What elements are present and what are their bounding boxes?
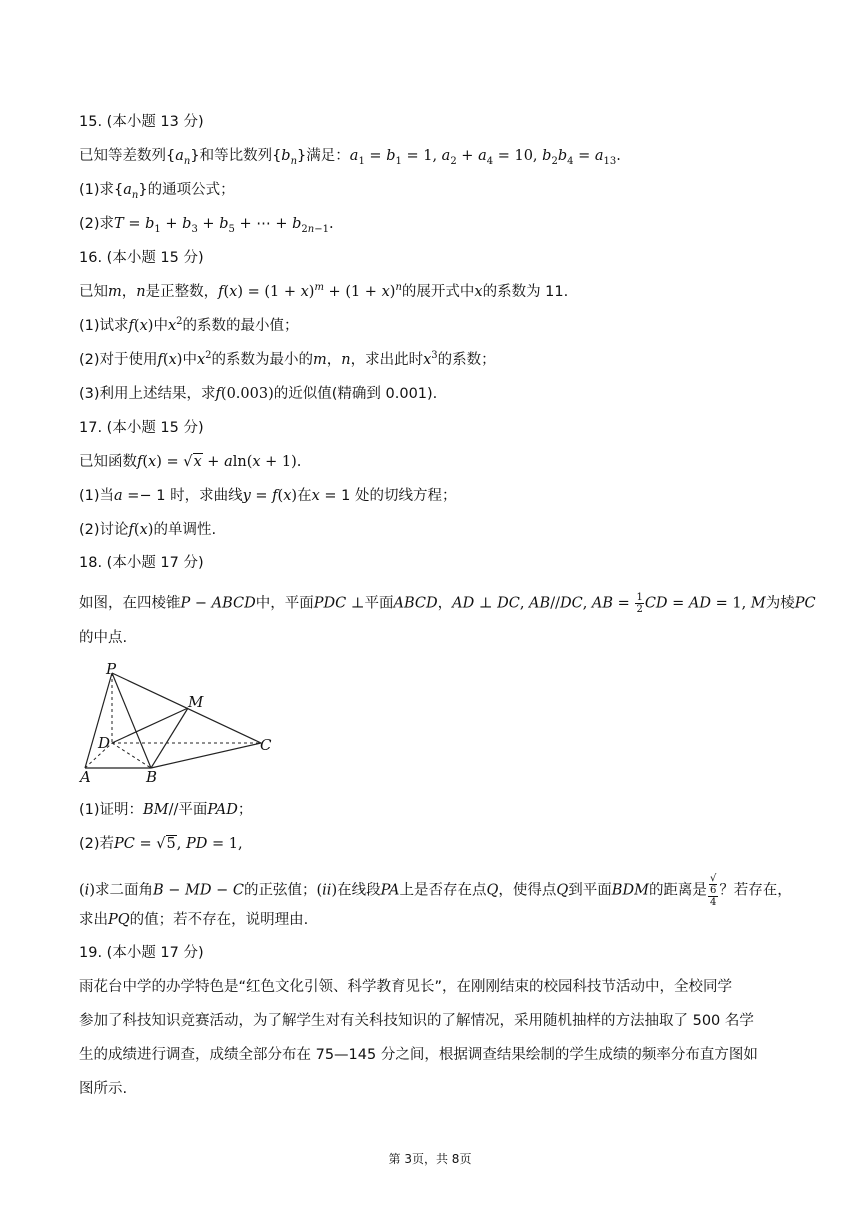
q19-line-4: 图所示. — [79, 1081, 128, 1097]
q18-stem-cont: 的中点. — [79, 630, 128, 646]
q18-stem: 如图，在四棱锥P − ABCD中，平面PDC ⊥平面ABCD，AD ⊥ DC, AB//DC, AB = $\frac{1}{2}$ CD = AD = 1, M为棱PC — [79, 592, 816, 615]
label-c: C — [260, 736, 272, 754]
q17-stem: 已知函数f(x) = √x + aln(x + 1). — [79, 454, 302, 470]
pyramid-figure — [78, 660, 278, 785]
segment-db — [112, 743, 151, 768]
q15-stem: 已知等差数列$\{a_n\}$和等比数列$\{b_n\}$满足：$a_1 = b_1 = 1$, $a_2 + a_4 = 10$, $b_2b_4 = a_{13}$. — [79, 148, 621, 167]
q19-heading: 19. (本小题 17 分) — [79, 945, 204, 961]
q17-part2: (2)讨论f(x)的单调性. — [79, 522, 217, 538]
q17-part1: (1)当a =− 1 时，求曲线y = f(x)在x = 1 处的切线方程； — [79, 488, 457, 504]
q18-heading: 18. (本小题 17 分) — [79, 555, 204, 571]
q16-part2: (2)对于使用f(x)中$x^2$的系数为最小的m，n，求出此时$x^3$的系数； — [79, 350, 496, 368]
label-p: P — [106, 660, 117, 678]
q16-part3: (3)利用上述结果，求f(0.003)的近似值(精确到 0.001). — [79, 386, 438, 402]
q15-part2: (2)求$T = b_1 + b_3 + b_5$ + ⋯ + $b_{2n-1}$. — [79, 216, 334, 235]
label-b: B — [146, 768, 158, 785]
q18-part2: (2)若PC = √5, PD = 1, — [79, 836, 243, 852]
q16-heading: 16. (本小题 15 分) — [79, 250, 204, 266]
q16-stem: 已知m，n是正整数，$f(x) = (1 + x)^m + (1 + x)^n$的展开式中x的系数为 11. — [79, 282, 569, 300]
q19-line-2: 参加了科技知识竞赛活动，为了解学生对有关科技知识的了解情况，采用随机抽样的方法抽取了 500 名学 — [79, 1013, 754, 1029]
edge-pa — [85, 673, 112, 768]
q18-part2-sub-cont: 求出PQ的值；若不存在，说明理由. — [79, 912, 309, 928]
label-d: D — [98, 734, 111, 752]
page-footer: 第 3页，共 8页 — [388, 1152, 472, 1166]
label-a: A — [80, 768, 91, 785]
q17-heading: 17. (本小题 15 分) — [79, 420, 204, 436]
q19-line-1: 雨花台中学的办学特色是“红色文化引领、科学教育见长”，在刚刚结束的校园科技节活动中，全校同学 — [79, 979, 733, 995]
q16-part1: (1)试求f(x)中$x^2$的系数的最小值； — [79, 316, 299, 334]
q19-line-3: 生的成绩进行调查，成绩全部分布在 75—145 分之间，根据调查结果绘制的学生成绩的频率分布直方图如 — [79, 1047, 758, 1063]
q18-part1: (1)证明：BM//平面PAD； — [79, 802, 253, 818]
q15-part1: (1)求$\{a_n\}$的通项公式； — [79, 182, 235, 201]
label-m: M — [188, 693, 204, 711]
edge-bc — [151, 743, 261, 768]
edge-pb — [112, 673, 151, 768]
q15-heading: 15. (本小题 13 分) — [79, 114, 204, 130]
q18-part2-sub: (i)求二面角B − MD − C的正弦值；(ii)在线段PA上是否存在点Q，使得点Q到平面BDM的距离是 √ 6 4 ？若存在， — [79, 873, 792, 908]
